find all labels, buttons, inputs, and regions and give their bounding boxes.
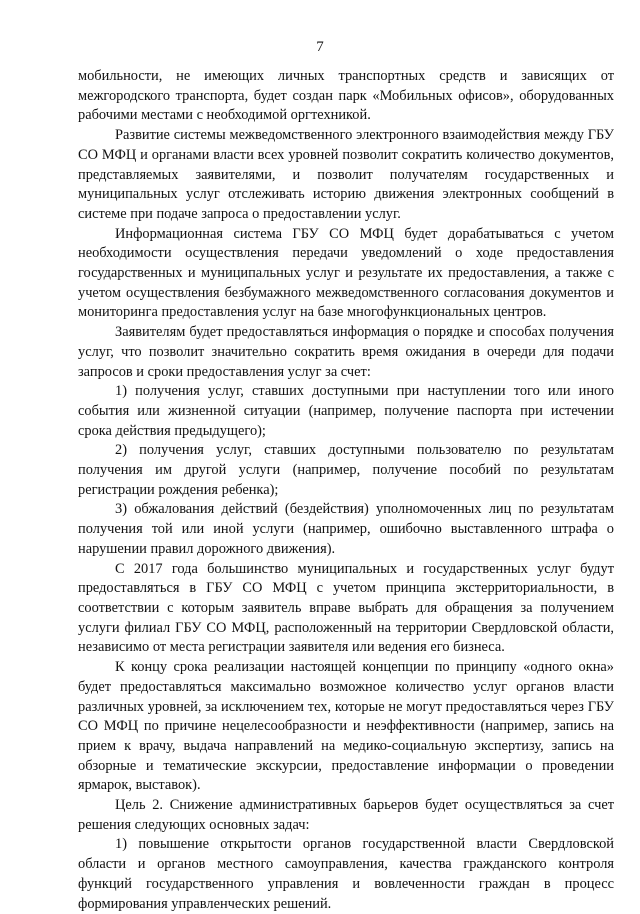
paragraph-information-system: Информационная система ГБУ СО МФЦ будет дорабатываться с учетом необходимости осуществления передачи уведомлений о ходе предоставления государственных и муниципальных услуг и результате их предоставления, а также с учетом осуществления безбумажного межведомственного согласования документов и мониторинга предоставления услуг на базе многофункциональных центров. <box>78 225 614 321</box>
paragraph-mobile-offices: мобильности, не имеющих личных транспортных средств и зависящих от межгородского транспорта, будет создан парк «Мобильных офисов», оборудованных рабочими местами с необходимой оргтехникой. <box>78 68 614 124</box>
list-item-3-appeal: 3) обжалования действий (бездействия) уполномоченных лиц по результатам получения той или иной услуги (например, ошибочно выставленного штрафа о нарушении правил дорожного движения). <box>78 501 614 557</box>
paragraph-goal-2: Цель 2. Снижение административных барьеров будет осуществляться за счет решения следующих основных задач: <box>78 797 614 833</box>
paragraph-extraterritoriality: С 2017 года большинство муниципальных и государственных услуг будут предоставляться в ГБУ СО МФЦ с учетом принципа экстерриториальности, в соответствии с которым заявитель вправе выбрать для обращения за получением услуги филиал ГБУ СО МФЦ, расположенный на территории Свердловской области, независимо от места регистрации заявителя или ведения его бизнеса. <box>78 560 614 656</box>
document-body <box>78 67 614 914</box>
page-number: 7 <box>316 39 324 55</box>
paragraph-interagency-interaction: Развитие системы межведомственного электронного взаимодействия между ГБУ СО МФЦ и органами власти всех уровней позволит сократить количество документов, представляемых заявителями, и позволит получателям государственных и муниципальных услуг отслеживать историю движения электронных сообщений в системе при подаче запроса о предоставлении услуг. <box>78 127 614 222</box>
paragraph-one-window: К концу срока реализации настоящей концепции по принципу «одного окна» будет предоставляться максимально возможное количество услуг органов власти различных уровней, за исключением тех, которые не могут предоставляться через ГБУ СО МФЦ по причине нецелесообразности и неэффективности (например, запись на прием к врачу, выдача направлений на медико-социальную экспертизу, запись на обзорные и тематические экскурсии, предоставление информации о проведении ярмарок, выставок). <box>78 659 614 794</box>
list-item-2-linked-service: 2) получения услуг, ставших доступными пользователю по результатам получения им другой услуги (например, получение пособий по результатам регистрации рождения ребенка); <box>78 442 614 498</box>
paragraph-applicant-information: Заявителям будет предоставляться информация о порядке и способах получения услуг, что позволит значительно сократить время ожидания в очереди для подачи запросов и сроки предоставления услуг за счет: <box>78 324 614 380</box>
list-item-1-openness: 1) повышение открытости органов государственной власти Свердловской области и органов местного самоуправления, качества гражданского контроля функций государственного управления и вовлеченности граждан в процесс формирования управленческих решений. <box>78 836 614 912</box>
list-item-1-life-event: 1) получения услуг, ставших доступными при наступлении того или иного события или жизненной ситуации (например, получение паспорта при истечении срока действия предыдущего); <box>78 383 614 439</box>
